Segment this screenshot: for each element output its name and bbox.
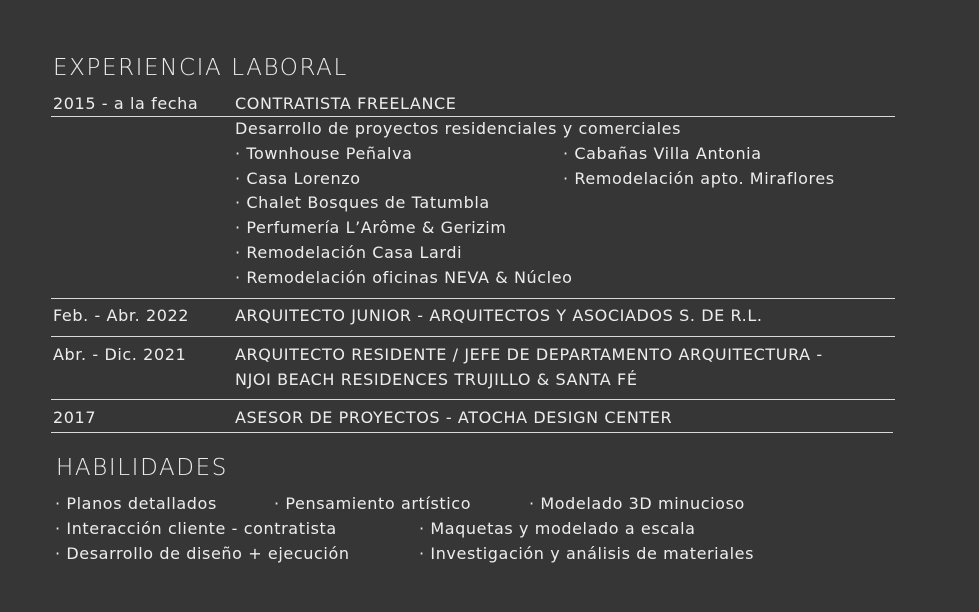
skills-heading: HABILIDADES [56,455,228,481]
project-item: · Chalet Bosques de Tatumbla [235,193,490,212]
entry-3-role: ARQUITECTO RESIDENTE / JEFE DE DEPARTAMENTO ARQUITECTURA - [235,345,823,364]
skill-item: · Modelado 3D minucioso [529,494,745,513]
entry-3-date: Abr. - Dic. 2021 [53,345,187,364]
project-item: · Remodelación oficinas NEVA & Núcleo [235,268,573,287]
skill-item: · Interacción cliente - contratista [55,519,337,538]
skill-item: · Planos detallados [55,494,217,513]
project-item: · Townhouse Peñalva [235,144,413,163]
divider [51,116,895,117]
entry-1-date: 2015 - a la fecha [53,94,199,113]
skill-item: · Maquetas y modelado a escala [419,519,696,538]
divider [51,432,893,433]
experience-heading: EXPERIENCIA LABORAL [53,55,348,81]
project-item: · Casa Lorenzo [235,169,361,188]
project-item: · Remodelación Casa Lardi [235,243,463,262]
entry-4-date: 2017 [53,408,97,427]
skill-item: · Desarrollo de diseño + ejecución [55,544,350,563]
skill-item: · Investigación y análisis de materiales [419,544,755,563]
entry-1-description: Desarrollo de proyectos residenciales y comerciales [235,119,682,138]
project-item: · Cabañas Villa Antonia [563,144,762,163]
divider [51,336,895,337]
entry-2-date: Feb. - Abr. 2022 [53,306,190,325]
entry-2-role: ARQUITECTO JUNIOR - ARQUITECTOS Y ASOCIADOS S. DE R.L. [235,306,763,325]
entry-1-role: CONTRATISTA FREELANCE [235,94,457,113]
project-item: · Remodelación apto. Miraflores [563,169,835,188]
divider [51,399,895,400]
entry-3-role-line2: NJOI BEACH RESIDENCES TRUJILLO & SANTA FÉ [235,370,638,389]
skill-item: · Pensamiento artístico [274,494,472,513]
project-item: · Perfumería L’Arôme & Gerizim [235,218,507,237]
entry-4-role: ASESOR DE PROYECTOS - ATOCHA DESIGN CENTER [235,408,673,427]
divider [51,298,895,299]
